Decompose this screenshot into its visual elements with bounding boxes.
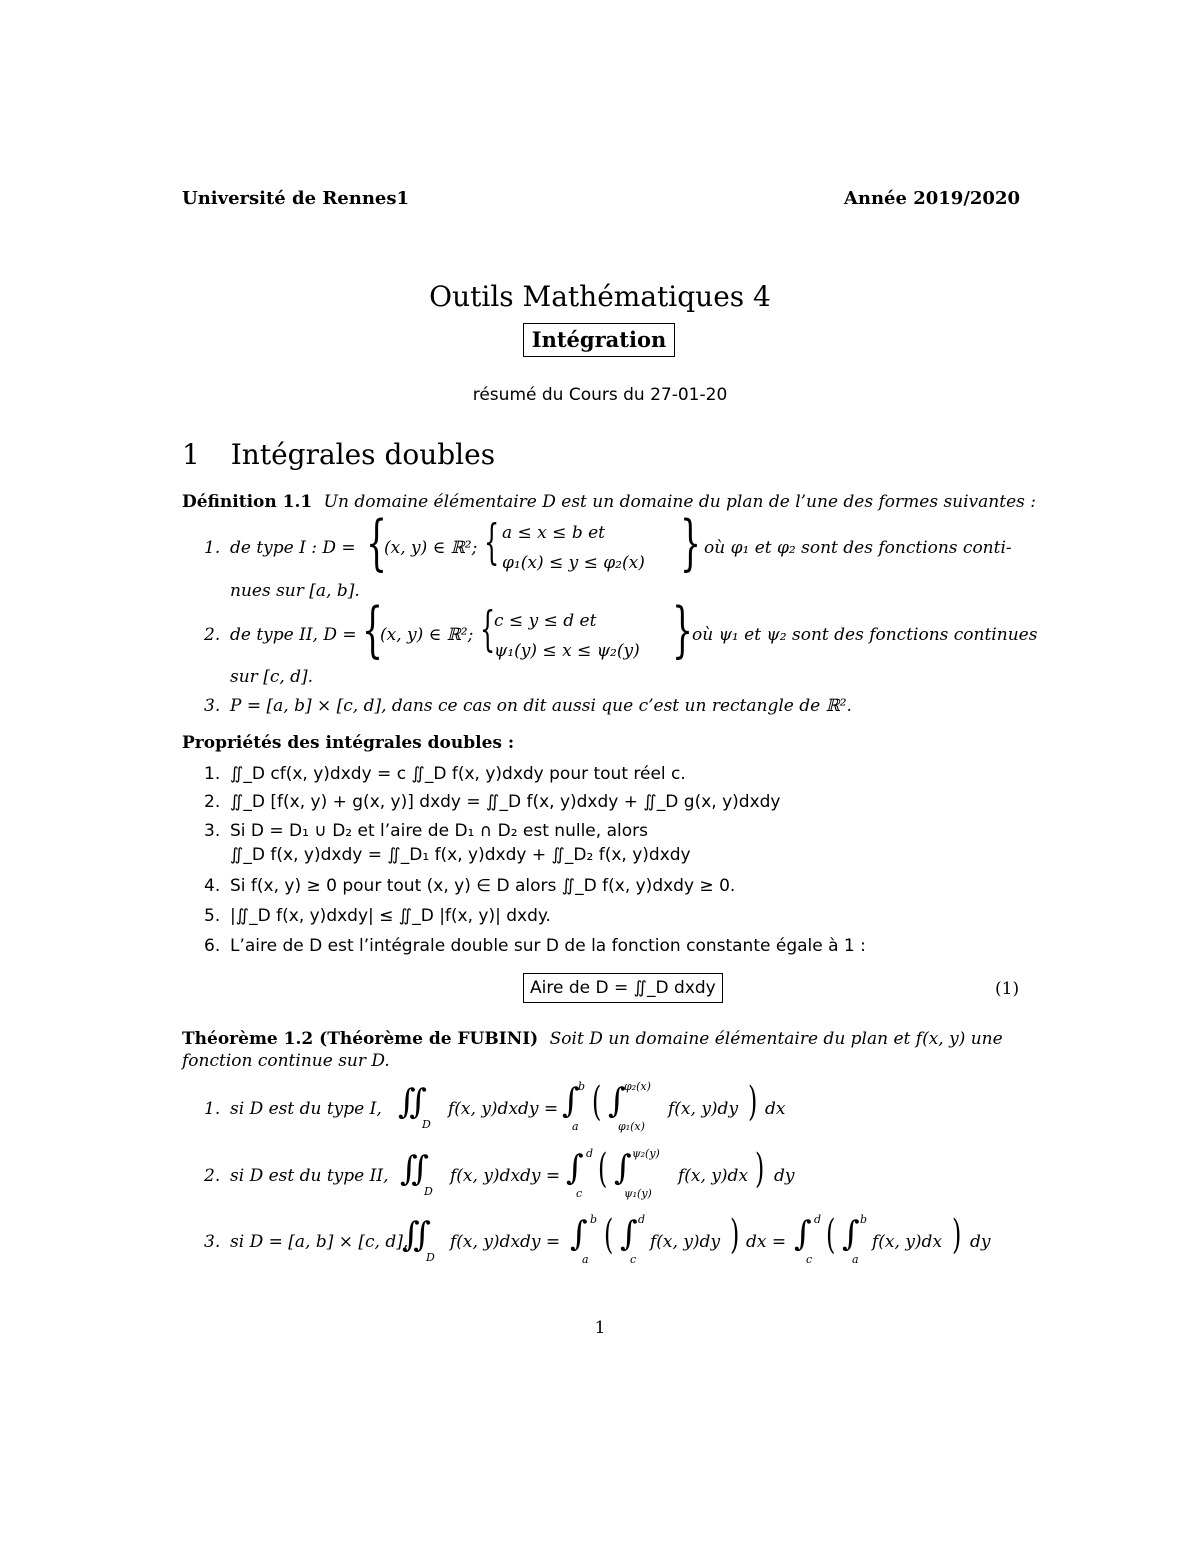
definition-item-2-pre: de type II, D = [230, 625, 357, 645]
definition-item-2-post: où ψ₁ et ψ₂ sont des fonctions continues [692, 625, 1038, 645]
left-paren: ( [604, 1212, 614, 1258]
integral-sign: ∫ [614, 1148, 632, 1188]
definition-item-2-cont: sur [c, d]. [230, 667, 314, 687]
definition-intro [182, 492, 1036, 512]
double-integral-sign: ∬ [400, 1149, 429, 1189]
outer-upper-limit: d [814, 1213, 822, 1226]
outer-upper-limit: b [578, 1080, 586, 1093]
right-brace: } [672, 595, 694, 665]
definition-item-3-text: P = [a, b] × [c, d], dans ce cas on dit aussi que c’est un rectangle de ℝ². [230, 696, 852, 716]
inner-upper-limit: d [638, 1213, 646, 1226]
definition-item-1-post: où φ₁ et φ₂ sont des fonctions conti- [704, 538, 1012, 558]
property-1-text: ∬_D cf(x, y)dxdy = c ∬_D f(x, y)dxdy pour tout réel c. [230, 764, 686, 784]
integral-sign: ∫ [794, 1214, 812, 1254]
left-paren: ( [592, 1079, 602, 1125]
theorem-item-1-inner: f(x, y)dy [668, 1099, 739, 1119]
integral-sign: ∫ [566, 1148, 584, 1188]
definition-item-1-cond1: a ≤ x ≤ b et [502, 523, 606, 543]
integral-sign: ∫ [570, 1214, 588, 1254]
left-brace: { [362, 595, 384, 665]
inner-lower-limit: a [852, 1253, 859, 1266]
integral-sign: ∫ [842, 1214, 860, 1254]
outer-lower-limit: c [576, 1187, 583, 1200]
definition-text: Un domaine élémentaire D est un domaine du plan de l’une des formes suivantes : [323, 492, 1036, 512]
right-paren: ) [730, 1212, 740, 1258]
property-3-num: 3. [204, 821, 221, 841]
header-year: Année 2019/2020 [843, 188, 1020, 209]
definition-item-1-pre: de type I : D = [230, 538, 356, 558]
definition-item-1-set: (x, y) ∈ ℝ²; [384, 538, 478, 558]
theorem-label: Théorème 1.2 (Théorème de FUBINI) [182, 1029, 539, 1049]
theorem-item-2-cond: si D est du type II, [230, 1166, 389, 1186]
property-3-formula: ∬_D f(x, y)dxdy = ∬_D₁ f(x, y)dxdy + ∬_D₂ f(x, y)dxdy [230, 845, 691, 865]
property-4-text: Si f(x, y) ≥ 0 pour tout (x, y) ∈ D alors ∬_D f(x, y)dxdy ≥ 0. [230, 876, 736, 896]
theorem-item-2-lhs: f(x, y)dxdy = [450, 1166, 561, 1186]
left-brace: { [366, 508, 388, 578]
integral-sign: ∫ [562, 1081, 580, 1121]
theorem-item-1-lhs: f(x, y)dxdy = [448, 1099, 559, 1119]
definition-label: Définition 1.1 [182, 492, 313, 512]
definition-item-1-cond2: φ₁(x) ≤ y ≤ φ₂(x) [502, 553, 645, 573]
definition-item-2-cond2: ψ₁(y) ≤ x ≤ ψ₂(y) [494, 641, 640, 661]
outer-upper-limit: b [590, 1213, 598, 1226]
theorem-item-3-inner-b: f(x, y)dx [872, 1232, 943, 1252]
integral-domain-label: D [422, 1118, 431, 1131]
equation-number: (1) [995, 979, 1020, 999]
theorem-item-3-inner-a: f(x, y)dy [650, 1232, 721, 1252]
section-number: 1 [182, 438, 200, 471]
inner-lower-limit: ψ₁(y) [624, 1187, 652, 1200]
theorem-item-2-inner: f(x, y)dx [678, 1166, 749, 1186]
theorem-text-cont: fonction continue sur D. [182, 1051, 390, 1071]
right-paren: ) [755, 1146, 765, 1192]
theorem-item-1-cond: si D est du type I, [230, 1099, 382, 1119]
theorem-item-1-outer: dx [765, 1099, 786, 1119]
double-integral-sign: ∬ [402, 1215, 431, 1255]
header-institution: Université de Rennes1 [182, 188, 410, 209]
theorem-item-3-outer-a: dx = [746, 1232, 787, 1252]
property-3-text: Si D = D₁ ∪ D₂ et l’aire de D₁ ∩ D₂ est nulle, alors [230, 821, 648, 841]
area-formula-box: Aire de D = ∬_D dxdy [523, 973, 723, 1003]
property-4-num: 4. [204, 876, 221, 896]
definition-item-3-num: 3. [204, 696, 221, 716]
document-subtitle: Intégration [523, 323, 675, 357]
property-1-num: 1. [204, 764, 221, 784]
cases-brace: { [484, 514, 500, 570]
theorem-item-2-num: 2. [204, 1166, 221, 1186]
inner-upper-limit: b [860, 1213, 868, 1226]
document-summary: résumé du Cours du 27-01-20 [472, 385, 728, 405]
property-5-num: 5. [204, 906, 221, 926]
definition-item-2-num: 2. [204, 625, 221, 645]
inner-upper-limit: ψ₂(y) [632, 1147, 660, 1160]
definition-item-1-cont: nues sur [a, b]. [230, 581, 360, 601]
outer-upper-limit: d [586, 1147, 594, 1160]
section-heading [182, 438, 495, 471]
properties-heading: Propriétés des intégrales doubles : [182, 733, 515, 753]
inner-upper-limit: φ₂(x) [624, 1080, 651, 1093]
theorem-item-3-num: 3. [204, 1232, 221, 1252]
definition-item-2-set: (x, y) ∈ ℝ²; [380, 625, 474, 645]
property-6-text: L’aire de D est l’intégrale double sur D de la fonction constante égale à 1 : [230, 936, 866, 956]
integral-sign: ∫ [620, 1214, 638, 1254]
page-number: 1 [594, 1318, 606, 1338]
property-2-text: ∬_D [f(x, y) + g(x, y)] dxdy = ∬_D f(x, y)dxdy + ∬_D g(x, y)dxdy [230, 792, 781, 812]
right-paren: ) [748, 1079, 758, 1125]
theorem-item-3-cond: si D = [a, b] × [c, d], [230, 1232, 409, 1252]
property-2-num: 2. [204, 792, 221, 812]
theorem-item-1-num: 1. [204, 1099, 221, 1119]
document-title: Outils Mathématiques 4 [429, 280, 771, 313]
integral-sign: ∫ [608, 1081, 626, 1121]
inner-lower-limit: c [630, 1253, 637, 1266]
inner-lower-limit: φ₁(x) [618, 1120, 645, 1133]
section-title: Intégrales doubles [230, 438, 496, 471]
right-paren: ) [952, 1212, 962, 1258]
theorem-item-3-outer-b: dy [970, 1232, 991, 1252]
cases-brace: { [480, 601, 496, 657]
integral-domain-label: D [426, 1251, 435, 1264]
right-brace: } [680, 508, 702, 578]
theorem-item-2-outer: dy [774, 1166, 795, 1186]
double-integral-sign: ∬ [398, 1082, 427, 1122]
property-6-num: 6. [204, 936, 221, 956]
property-5-text: |∬_D f(x, y)dxdy| ≤ ∬_D |f(x, y)| dxdy. [230, 906, 551, 926]
theorem-item-3-lhs: f(x, y)dxdy = [450, 1232, 561, 1252]
outer-lower-limit: a [572, 1120, 579, 1133]
theorem-text: Soit D un domaine élémentaire du plan et f(x, y) une [549, 1029, 1003, 1049]
outer-lower-limit: c [806, 1253, 813, 1266]
left-paren: ( [826, 1212, 836, 1258]
definition-item-1-num: 1. [204, 538, 221, 558]
theorem-intro [182, 1029, 1003, 1049]
definition-item-2-cond1: c ≤ y ≤ d et [494, 611, 597, 631]
left-paren: ( [598, 1146, 608, 1192]
outer-lower-limit: a [582, 1253, 589, 1266]
integral-domain-label: D [424, 1185, 433, 1198]
